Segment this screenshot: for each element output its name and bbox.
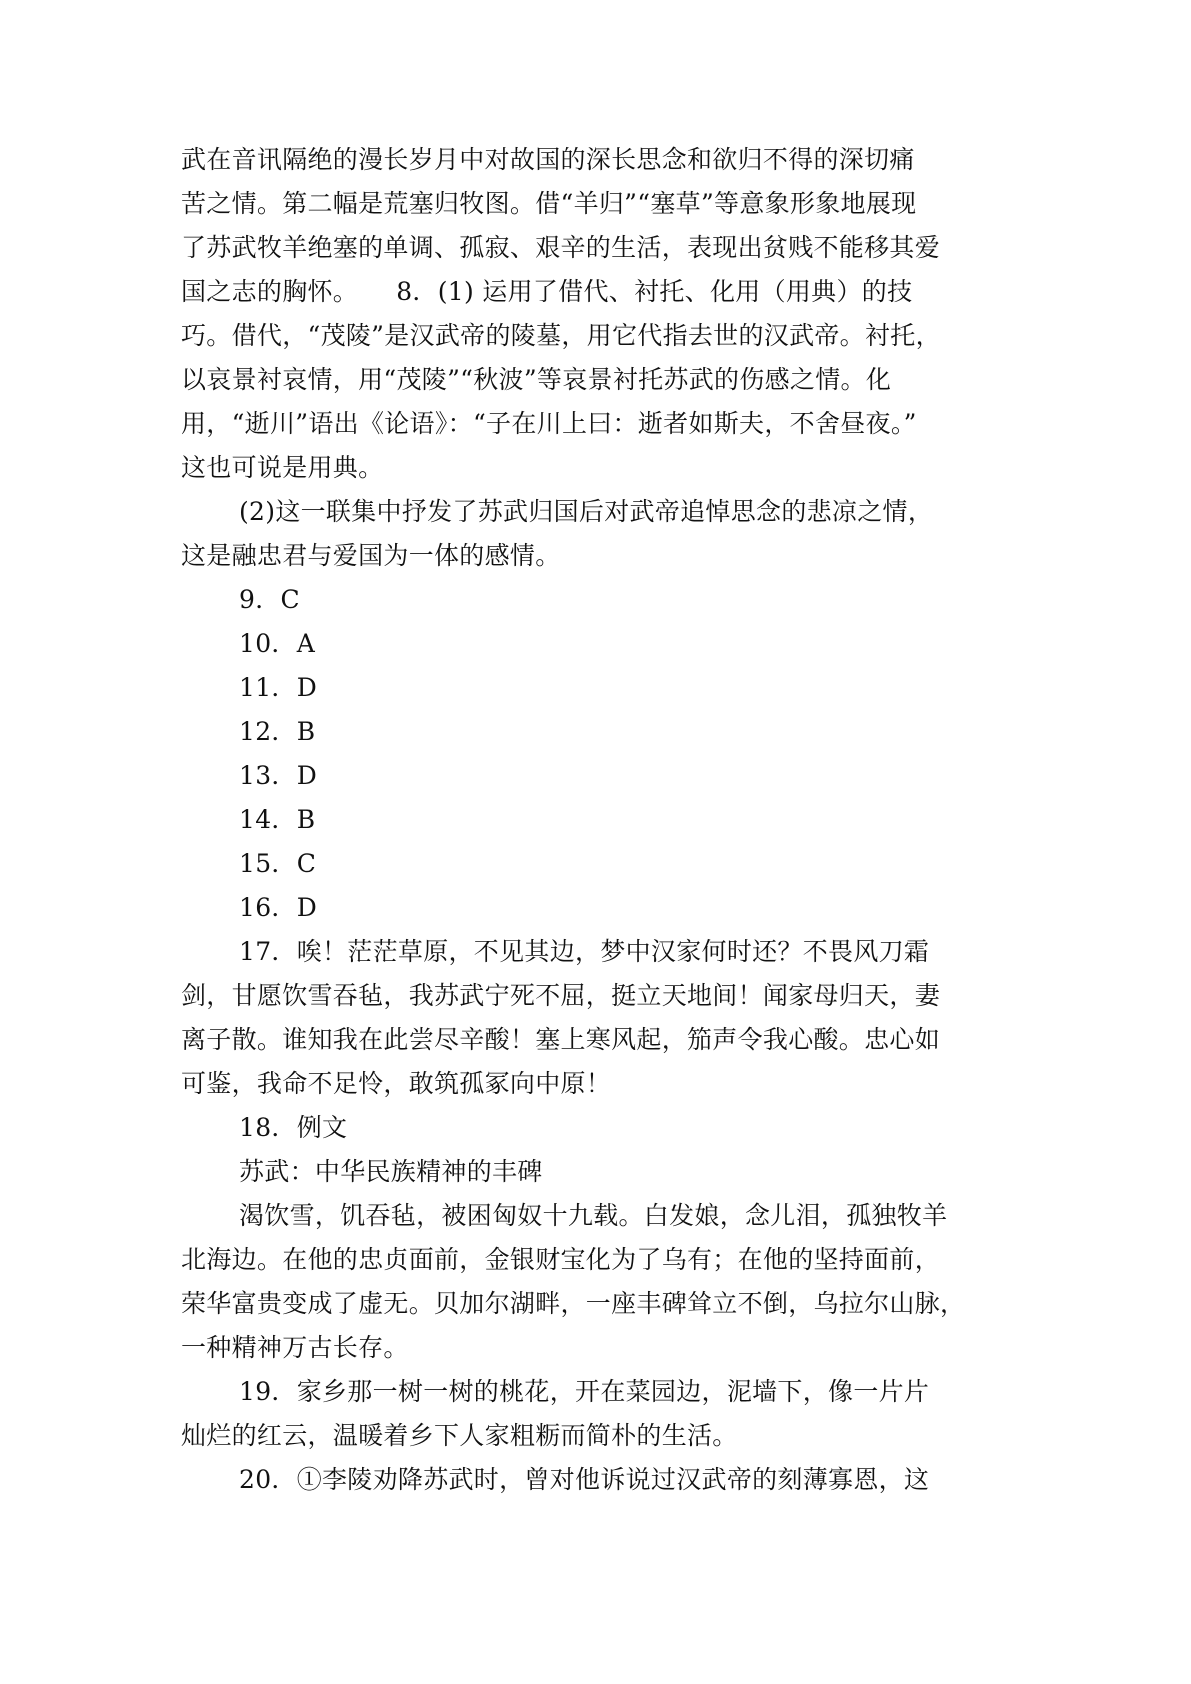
answer-text-block [181,138,1021,1502]
answer-item: 10．A [239,629,316,658]
text-line: 可鉴，我命不足怜，敢筑孤冢向中原！ [181,1069,612,1098]
answer-item: 13．D [239,761,318,790]
text-line: 这也可说是用典。 [181,453,384,482]
text-line: 剑，甘愿饮雪吞毡，我苏武宁死不屈，挺立天地间！闻家母归天，妻 [181,981,941,1010]
answer-item: 12．B [239,717,316,746]
text-line: 武在音讯隔绝的漫长岁月中对故国的深长思念和欲归不得的深切痛 [181,145,915,174]
answer-item: 9．C [239,585,300,614]
answer-item: 11．D [239,673,318,702]
text-line: 一种精神万古长存。 [181,1333,409,1362]
text-line: 20．①李陵劝降苏武时，曾对他诉说过汉武帝的刻薄寡恩，这 [239,1465,930,1494]
text-line: 用，“逝川”语出《论语》：“子在川上曰：逝者如斯夫，不舍昼夜。” [181,409,917,438]
text-line: 了苏武牧羊绝塞的单调、孤寂、艰辛的生活，表现出贫贱不能移其爱 [181,233,941,262]
text-line: 渴饮雪，饥吞毡，被困匈奴十九载。白发娘，念儿泪，孤独牧羊 [239,1201,948,1230]
essay-title: 苏武：中华民族精神的丰碑 [239,1157,543,1186]
text-line: 国之志的胸怀。 8．(1) 运用了借代、衬托、化用（用典）的技 [181,277,913,306]
text-line: 以哀景衬哀情，用“茂陵”“秋波”等哀景衬托苏武的伤感之情。化 [181,365,892,394]
answer-item: 14．B [239,805,316,834]
text-line: 18．例文 [239,1113,348,1142]
text-line: (2)这一联集中抒发了苏武归国后对武帝追悼思念的悲凉之情， [239,497,934,526]
answer-item: 16．D [239,893,318,922]
text-line: 这是融忠君与爱国为一体的感情。 [181,541,561,570]
answer-item: 15．C [239,849,317,878]
text-line: 北海边。在他的忠贞面前，金银财宝化为了乌有；在他的坚持面前， [181,1245,941,1274]
text-line: 19．家乡那一树一树的桃花，开在菜园边，泥墙下，像一片片 [239,1377,930,1406]
text-line: 灿烂的红云，温暖着乡下人家粗粝而简朴的生活。 [181,1421,738,1450]
text-line: 17．唉！茫茫草原，不见其边，梦中汉家何时还？不畏风刀霜 [239,937,930,966]
text-line: 苦之情。第二幅是荒塞归牧图。借“羊归”“塞草”等意象形象地展现 [181,189,917,218]
text-line: 巧。借代，“茂陵”是汉武帝的陵墓，用它代指去世的汉武帝。衬托， [181,321,941,350]
text-line: 荣华富贵变成了虚无。贝加尔湖畔，一座丰碑耸立不倒，乌拉尔山脉， [181,1289,966,1318]
text-line: 离子散。谁知我在此尝尽辛酸！塞上寒风起，笳声令我心酸。忠心如 [181,1025,941,1054]
